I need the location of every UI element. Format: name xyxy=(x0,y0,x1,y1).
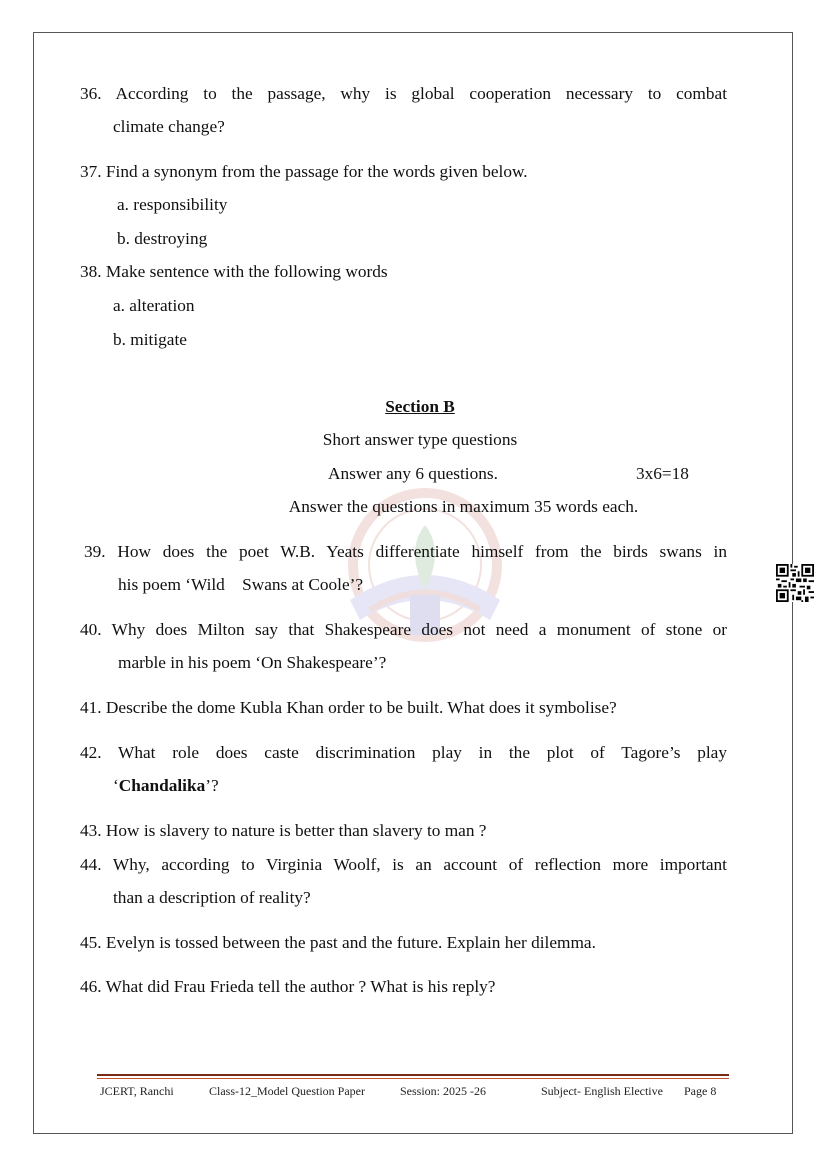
section-b-word-limit: Answer the questions in maximum 35 words each. xyxy=(288,497,639,516)
question-37-option-b: b. destroying xyxy=(117,229,208,248)
section-b-marks: 3x6=18 xyxy=(636,464,689,483)
question-42-line2 xyxy=(113,776,219,796)
footer-paper: Class-12_Model Question Paper xyxy=(209,1084,365,1098)
footer-session: Session: 2025 -26 xyxy=(400,1084,487,1098)
question-44-line2: than a description of reality? xyxy=(113,888,311,907)
question-37-option-a: a. responsibility xyxy=(117,195,228,214)
footer-rule-secondary xyxy=(97,1078,729,1079)
question-39-line2: his poem ‘Wild Swans at Coole’? xyxy=(118,575,364,594)
question-43: 43. How is slavery to nature is better than slavery to man ? xyxy=(80,821,487,840)
question-38: 38. Make sentence with the following words xyxy=(80,262,388,281)
footer-page-number: Page 8 xyxy=(684,1084,717,1098)
play-title-chandalika: Chandalika xyxy=(118,776,206,795)
quote-open: ‘ xyxy=(113,776,119,795)
footer-rule xyxy=(97,1074,729,1076)
section-b-instruction: Answer any 6 questions. xyxy=(328,464,498,483)
footer-subject: Subject- English Elective xyxy=(541,1084,663,1098)
question-44-line1: 44. Why, according to Virginia Woolf, is an account of reflection more important xyxy=(80,855,727,874)
question-46: 46. What did Frau Frieda tell the author ? What is his reply? xyxy=(80,977,496,996)
section-b-title: Section B xyxy=(385,397,455,416)
question-38-option-b: b. mitigate xyxy=(113,330,187,349)
quote-close: ’? xyxy=(205,776,219,795)
question-45: 45. Evelyn is tossed between the past and the future. Explain her dilemma. xyxy=(80,933,596,952)
question-41: 41. Describe the dome Kubla Khan order to be built. What does it symbolise? xyxy=(80,698,617,717)
question-39-line1: 39. How does the poet W.B. Yeats differentiate himself from the birds swans in xyxy=(84,542,727,561)
section-b-subtitle: Short answer type questions xyxy=(322,430,518,449)
question-42-line1: 42. What role does caste discrimination play in the plot of Tagore’s play xyxy=(80,743,727,762)
question-38-option-a: a. alteration xyxy=(113,296,195,315)
qr-code-icon xyxy=(776,564,814,602)
question-40-line2: marble in his poem ‘On Shakespeare’? xyxy=(118,653,387,672)
question-36-line2: climate change? xyxy=(113,117,225,136)
footer-org: JCERT, Ranchi xyxy=(100,1084,174,1098)
question-36-line1: 36. According to the passage, why is global cooperation necessary to combat xyxy=(80,84,727,103)
question-40-line1: 40. Why does Milton say that Shakespeare does not need a monument of stone or xyxy=(80,620,727,639)
question-37: 37. Find a synonym from the passage for the words given below. xyxy=(80,162,528,181)
